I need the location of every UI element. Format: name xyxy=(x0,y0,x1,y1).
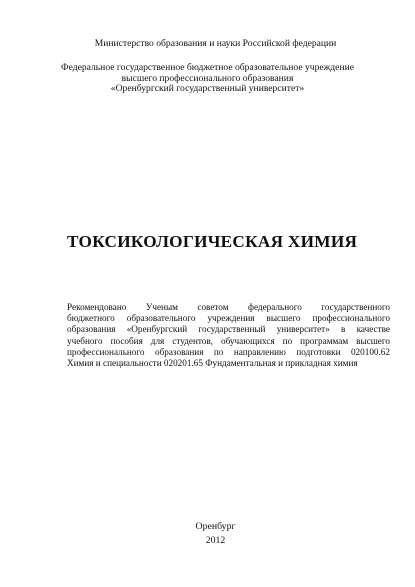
recommendation-line: Химия и специальности 020201.65 Фундаментальная и прикладная химия xyxy=(67,358,358,369)
document-title: ТОКСИКОЛОГИЧЕСКАЯ ХИМИЯ xyxy=(67,232,358,251)
recommendation-line: бюджетного образовательного учреждения высшего профессионального xyxy=(67,313,390,324)
institution-line: «Оренбургский государственный университет» xyxy=(110,83,305,94)
ministry-name: Министерство образования и науки Российской федерации xyxy=(94,38,337,49)
recommendation-paragraph xyxy=(67,302,390,369)
institution-line: Федеральное государственное бюджетное образовательное учреждение xyxy=(61,62,354,73)
publication-city: Оренбург xyxy=(195,521,236,532)
recommendation-line: профессионального образования по направлению подготовки 020100.62 xyxy=(67,346,390,357)
recommendation-line: Рекомендовано Ученым советом федерального государственного xyxy=(67,302,390,312)
publication-year: 2012 xyxy=(205,535,226,546)
institution-name xyxy=(20,63,395,95)
recommendation-line: учебного пособия для студентов, обучающихся по программам высшего xyxy=(67,335,390,346)
recommendation-line: образования «Оренбургский государственный университет» в качестве xyxy=(67,324,390,335)
institution-line: высшего профессионального образования xyxy=(121,72,294,84)
